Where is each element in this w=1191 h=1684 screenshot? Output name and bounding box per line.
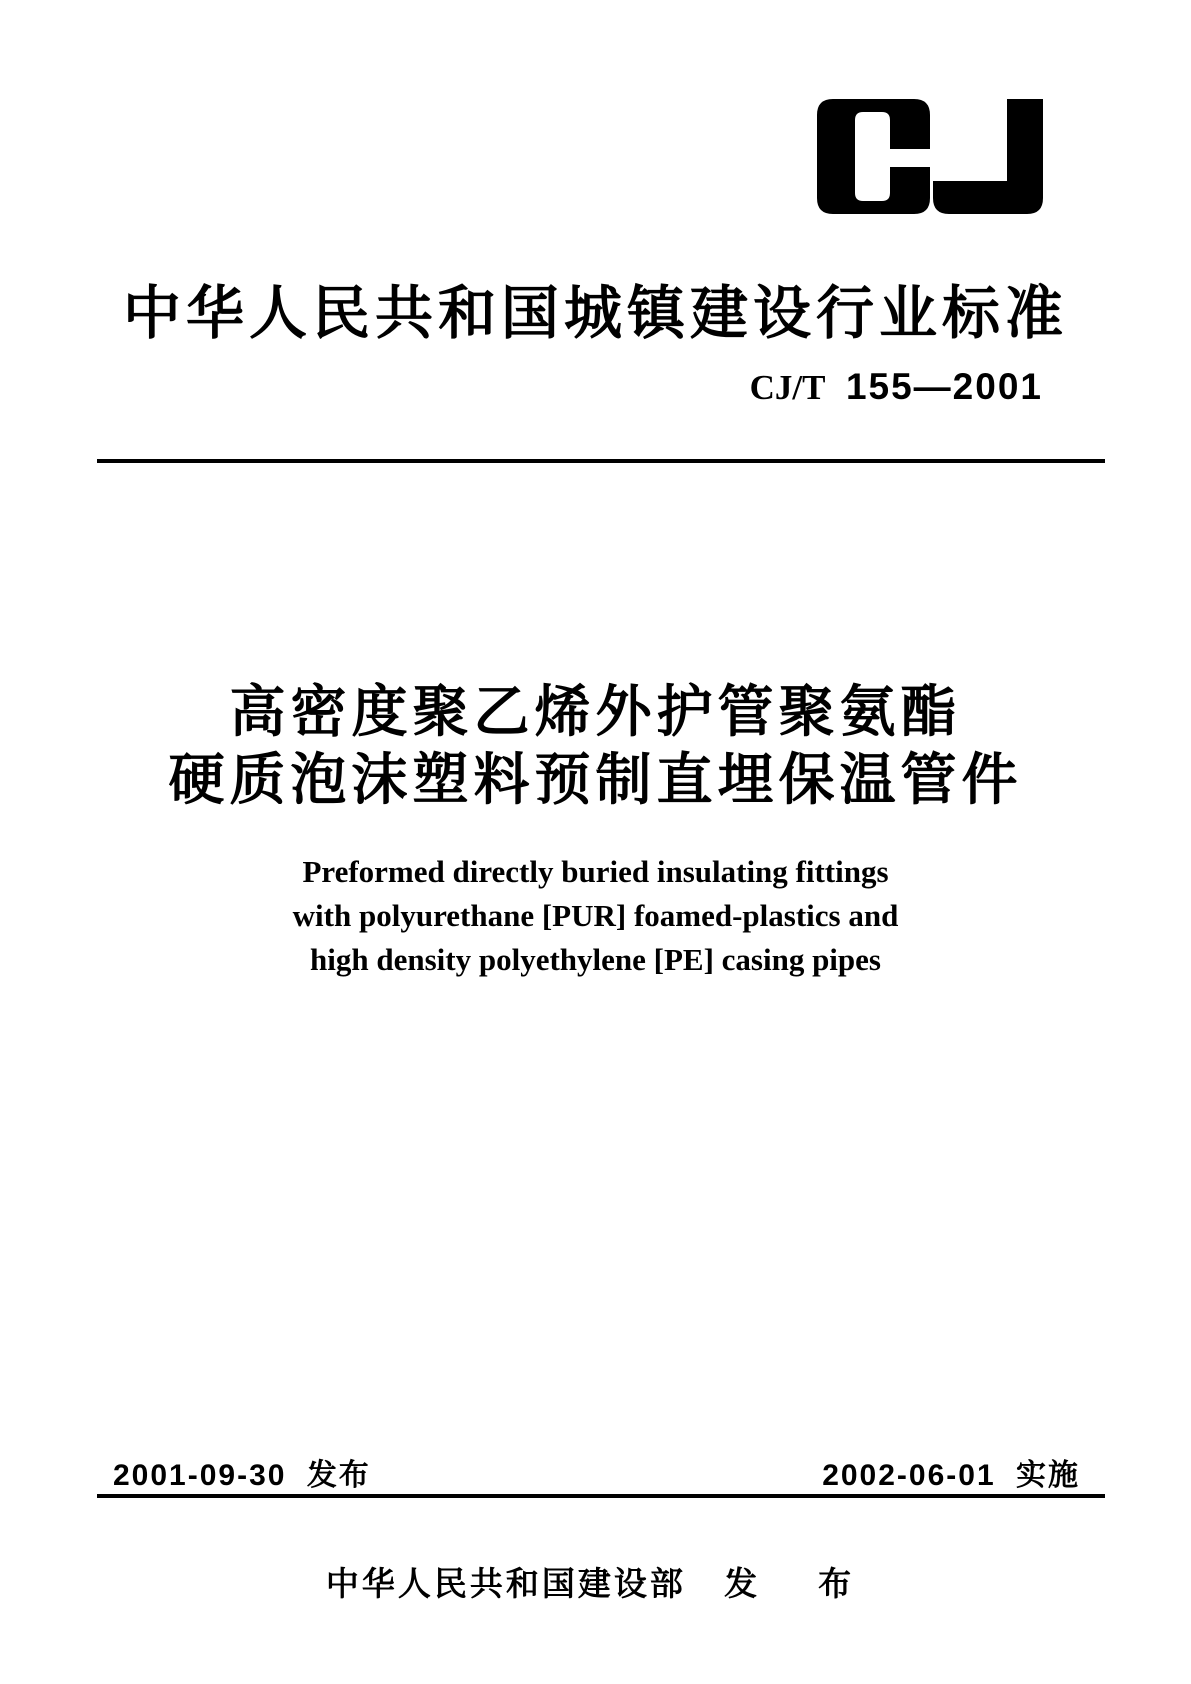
publisher-name: 中华人民共和国建设部 <box>325 1565 686 1602</box>
publisher-line <box>0 1558 1191 1605</box>
top-divider <box>97 459 1105 463</box>
issue-date-label: 发布 <box>306 1459 371 1492</box>
bottom-divider <box>97 1494 1105 1498</box>
implementation-date <box>822 1450 1080 1494</box>
document-title-cn <box>0 678 1191 814</box>
standard-number-code: 155—2001 <box>845 366 1043 407</box>
document-title-cn-line1: 高密度聚乙烯外护管聚氨酯 <box>229 680 962 743</box>
publish-label: 发 布 <box>724 1565 866 1602</box>
document-title-en-line1: Preformed directly buried insulating fittings <box>302 854 889 889</box>
document-title-en-line3: high density polyethylene [PE] casing pipes <box>310 942 881 977</box>
document-title-en-line2: with polyurethane [PUR] foamed-plastics and <box>292 898 899 933</box>
date-row <box>113 1450 1080 1494</box>
cj-logo <box>817 98 1043 215</box>
implementation-date-label: 实施 <box>1016 1459 1080 1492</box>
issue-date-value: 2001-09-30 <box>113 1459 287 1492</box>
document-title-en <box>0 850 1191 982</box>
document-title-cn-line2: 硬质泡沫塑料预制直埋保温管件 <box>168 748 1023 811</box>
issue-date <box>113 1450 371 1494</box>
standard-number <box>750 366 1043 408</box>
standard-number-prefix: CJ/T <box>749 368 826 407</box>
implementation-date-value: 2002-06-01 <box>822 1459 996 1492</box>
standard-category-title: 中华人民共和国城镇建设行业标准 <box>122 281 1068 346</box>
